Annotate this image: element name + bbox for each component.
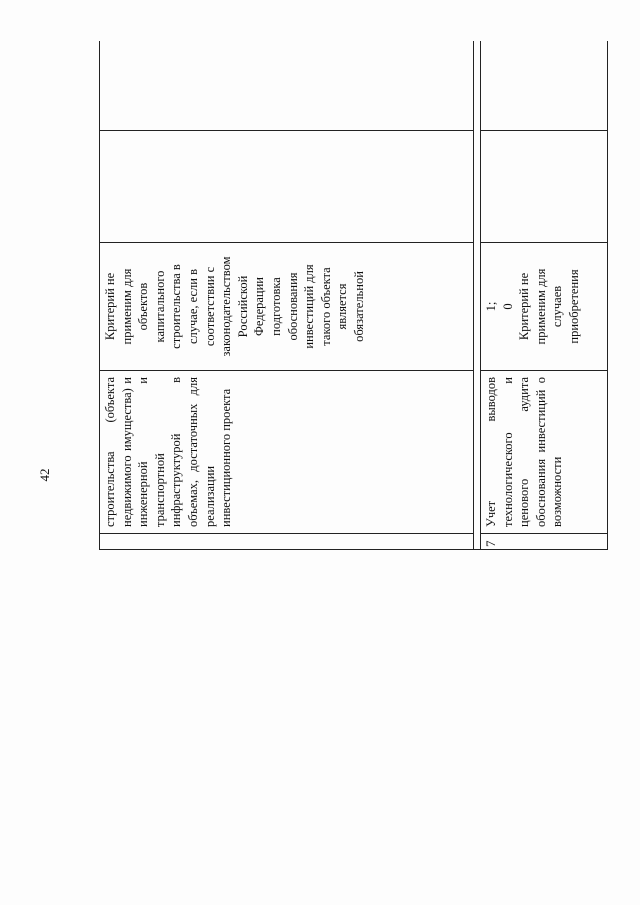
table-viewport xyxy=(99,41,608,864)
empty-cell xyxy=(481,131,608,243)
row-number xyxy=(100,534,473,549)
empty-cell xyxy=(481,41,608,131)
empty-cell xyxy=(100,131,473,243)
criterion-cell: Учет выводов технологического и ценового аудита обоснования инвестиций о возможности xyxy=(481,371,608,534)
criteria-table xyxy=(99,41,608,550)
criterion-cell: строительства (объекта недвижимого имущества) и инженерной и транспортной инфраструктурой в объемах, достаточных для реализации инвестиционного проекта xyxy=(100,371,473,534)
value-cell: 1; 0 Критерий не применим для случаев приобретения xyxy=(481,243,608,371)
row-number: 7 xyxy=(483,540,498,547)
table-row xyxy=(480,41,608,549)
page-number: 42 xyxy=(37,468,52,482)
table-row xyxy=(100,41,474,549)
rotated-table-area xyxy=(99,41,608,550)
value-cell: Критерий не применим для объектов капитального строительства в случае, если в соответствии с законодательством Российской Федерации подготовка обоснования инвестиций для такого объекта является обязательной xyxy=(100,243,473,371)
empty-cell xyxy=(100,41,473,131)
